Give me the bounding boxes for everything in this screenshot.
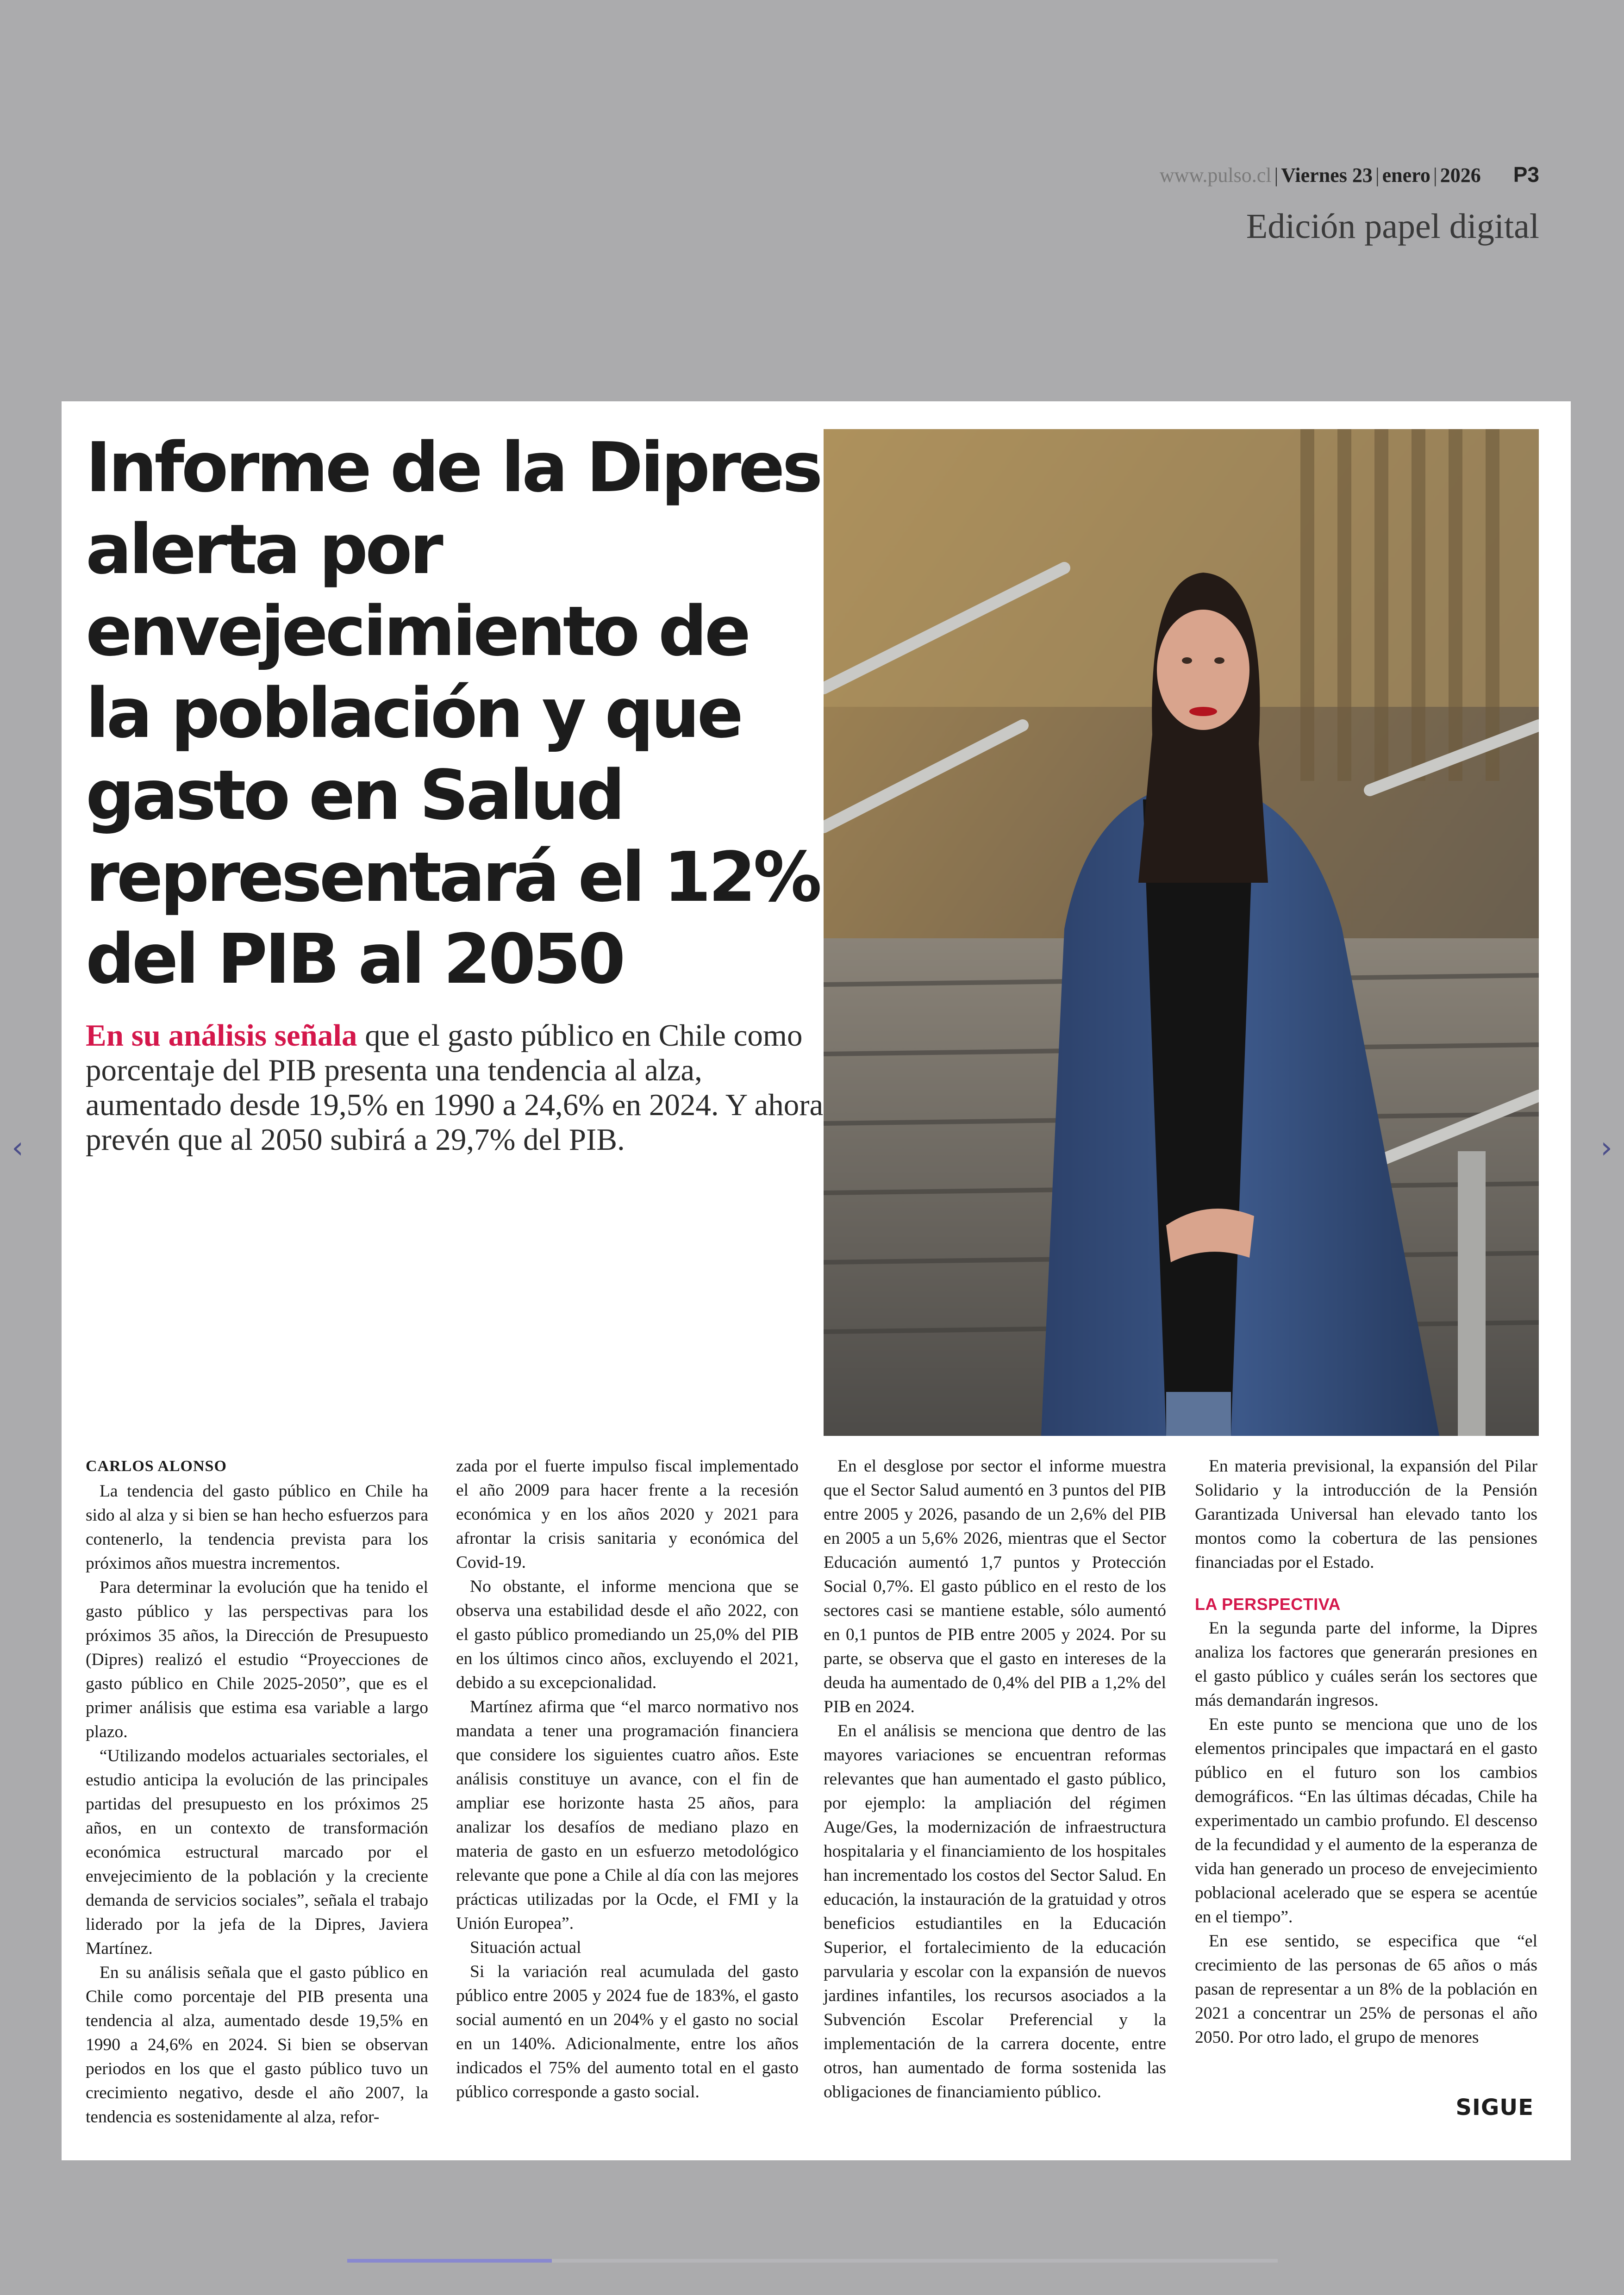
chevron-right-icon[interactable]: › bbox=[1600, 1131, 1612, 1165]
text-column-1 bbox=[86, 1454, 428, 2129]
text-column-3 bbox=[824, 1454, 1166, 2104]
paragraph: En ese sentido, se especifica que “el crecimiento de las personas de 65 años o más pasan de representar a un 8% de la población en 2021 a concentrar un 25% de personas el año 2050. Por otro lado, el grupo de menores bbox=[1195, 1932, 1537, 2047]
paragraph: Para determinar la evolución que ha tenido el gasto público y las perspectivas para los próximos 35 años, la Dirección de Presupuesto (Dipres) realizó el estudio “Proyecciones de gasto público en Chile 2025-2050”, que es el primer análisis que estima esa variable a largo plazo. bbox=[86, 1578, 428, 1741]
article-photo bbox=[824, 429, 1539, 1436]
date-year: 2026 bbox=[1440, 164, 1481, 187]
paragraph: No obstante, el informe menciona que se observa una estabilidad desde el año 2022, con el gasto público promediando un 25,0% del PIB en los últimos cinco años, excluyendo el 2021, debido a su excepcionalidad. bbox=[456, 1577, 799, 1692]
continue-label: SIGUE bbox=[1455, 2095, 1534, 2120]
subheading: Situación actual bbox=[470, 1938, 581, 1957]
paragraph: En este punto se menciona que uno de los elementos principales que impactará en el gasto público en el futuro son los cambios demográficos. “En las últimas décadas, Chile ha experimentado un cambio profundo. El descenso de la fecundidad y el aumento de la esperanza de vida han generado un proceso de envejecimiento poblacional acelerado que se espera se acentúe en el tiempo”. bbox=[1195, 1715, 1537, 1927]
site-url[interactable]: www.pulso.cl bbox=[1159, 164, 1272, 187]
paragraph: En materia previsional, la expansión del Pilar Solidario y la introducción de la Pensión Garantizada Universal han elevado tanto los montos como la cobertura de las pensiones financiadas por el Estado. bbox=[1195, 1457, 1537, 1572]
paragraph: En su análisis señala que el gasto público en Chile como porcentaje del PIB presenta una tendencia al alza, aumentado desde 19,5% en 1990 a 24,6% en 2024. Si bien se observan periodos en los que el gasto público tuvo un crecimiento negativo, desde el año 2007, la tendencia es sostenidamente al alza, refor- bbox=[86, 1963, 428, 2127]
paragraph: zada por el fuerte impulso fiscal implementado el año 2009 para hacer frente a la recesión económica y en los años 2020 y 2021 para afrontar la crisis sanitaria y económica del Covid-19. bbox=[456, 1457, 799, 1572]
paragraph: Martínez afirma que “el marco normativo nos mandata a tener una programación financiera que considere los siguientes cuatro años. Este análisis constituye un avance, con el fin de ampliar ese horizonte hasta 25 años, para analizar los desafíos de mediano plazo en materia de gasto en un esfuerzo metodológico relevante que pone a Chile al día con las mejores prácticas utilizadas por la Ocde, el FMI y la Unión Europea”. bbox=[456, 1697, 799, 1933]
article-headline: Informe de la Dipres alerta por envejecimiento de la población y que gasto en Salud representará el 12% del PIB al 2050 bbox=[86, 428, 820, 999]
paragraph: En la segunda parte del informe, la Dipres analiza los factores que generarán presiones en el gasto público y cuáles serán los sectores que más demandarán ingresos. bbox=[1195, 1619, 1537, 1710]
edition-label: Edición papel digital bbox=[1246, 207, 1539, 246]
paragraph: “Utilizando modelos actuariales sectoriales, el estudio anticipa la evolución de las principales partidas del presupuesto en los próximos 25 años, en un contexto de transformación económica estructural marcado por el envejecimiento de la población y la creciente demanda de servicios sociales”, señala el trabajo liderado por la jefa de la Dipres, Javiera Martínez. bbox=[86, 1746, 428, 1958]
byline: CARLOS ALONSO bbox=[86, 1458, 227, 1475]
text-column-2 bbox=[456, 1454, 799, 2104]
paragraph: En el desglose por sector el informe muestra que el Sector Salud aumentó en 3 puntos del PIB entre 2005 y 2026, pasando de un 2,6% del PIB en 2005 a un 5,6% 2026, mientras que el Sector Educación aumentó 1,7 puntos y Protección Social 0,7%. El gasto público en el resto de los sectores casi se mantiene estable, sólo aumentó en 0,1 puntos de PIB entre 2005 y 2024. Por su parte, se observa que el gasto en intereses de la deuda ha aumentado de 0,4% del PIB a 1,2% del PIB en 2024. bbox=[824, 1457, 1166, 1716]
paragraph: La tendencia del gasto público en Chile ha sido al alza y si bien se han hecho esfuerzos para contenerlo, la tendencia prevista para los próximos años muestra incrementos. bbox=[86, 1482, 428, 1573]
newspaper-page bbox=[62, 401, 1571, 2160]
chevron-left-icon[interactable]: ‹ bbox=[12, 1131, 24, 1165]
section-title: LA PERSPECTIVA bbox=[1195, 1595, 1341, 1614]
deck-lead: En su análisis señala bbox=[86, 1018, 357, 1053]
masthead: www.pulso.cl | Viernes 23 | enero | 2026 P3 bbox=[1159, 162, 1539, 187]
page-progress-fill bbox=[347, 2259, 552, 2263]
deck-text: que el gasto público en Chile como porcentaje del PIB presenta una tendencia al alza, aumentado desde 19,5% en 1990 a 24,6% en 2024. Y ahora prevén que al 2050 subirá a 29,7% del PIB. bbox=[86, 1018, 824, 1157]
date-month: enero bbox=[1382, 164, 1430, 187]
text-column-4 bbox=[1195, 1454, 1537, 2050]
article-deck bbox=[86, 1018, 826, 1157]
date-day: Viernes 23 bbox=[1281, 164, 1373, 187]
paragraph: En el análisis se menciona que dentro de las mayores variaciones se encuentran reformas relevantes que han aumentado el gasto público, por ejemplo: la ampliación del régimen Auge/Ges, la modernización de infraestructura hospitalaria y el financiamiento de los hospitales han incrementado los costos del Sector Salud. En educación, la instauración de la gratuidad y otros beneficios estudiantiles en la Educación Superior, el fortalecimiento de la educación parvularia y escolar con la expansión de nuevos jardines infantiles, los recursos asociados a la Subvención Escolar Preferencial y la implementación de la carrera docente, entre otros, han aumentado de forma sostenida las obligaciones de financiamiento público. bbox=[824, 1721, 1166, 2102]
paragraph: Si la variación real acumulada del gasto público entre 2005 y 2024 fue de 183%, el gasto social aumentó en un 204% y el gasto no social en un 140%. Adicionalmente, entre los años indicados el 75% del aumento total en el gasto público corresponde a gasto social. bbox=[456, 1962, 799, 2102]
page-progress-bar[interactable] bbox=[347, 2259, 1278, 2263]
page-number: P3 bbox=[1513, 162, 1539, 187]
